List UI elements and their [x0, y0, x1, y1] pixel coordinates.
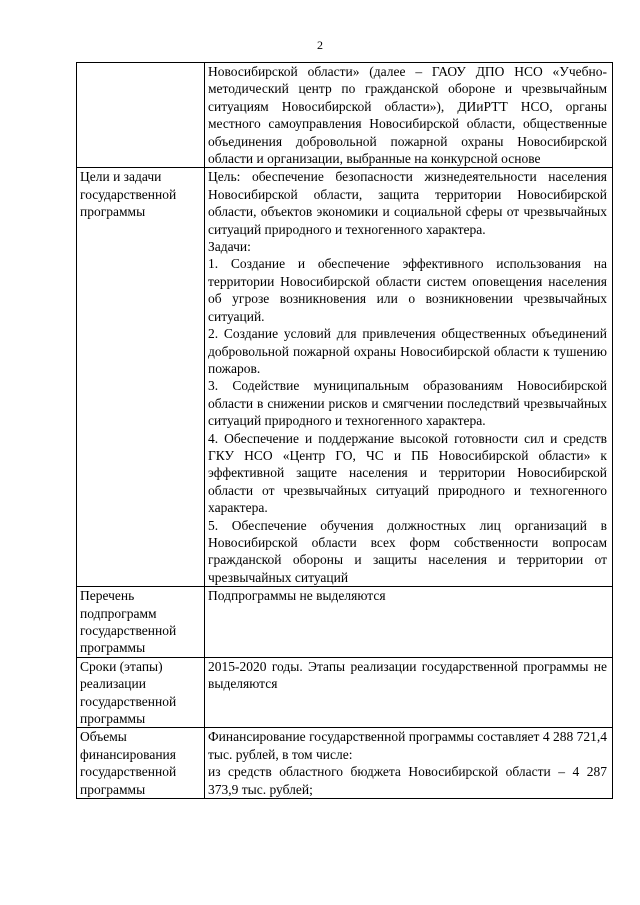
paragraph: 1. Создание и обеспечение эффективного использования на территории Новосибирской области систем оповещения населения об угрозе возникновения или о возникновении чрезвычайных ситуаций. — [208, 256, 607, 324]
row-label — [77, 63, 205, 168]
page-number: 2 — [317, 38, 323, 52]
row-label: Цели и задачи государственной программы — [77, 168, 205, 587]
paragraph: 3. Содействие муниципальным образованиям Новосибирской области в снижении рисков и смягчении последствий чрезвычайных ситуаций природного и техногенного характера. — [208, 378, 607, 429]
paragraph: из средств областного бюджета Новосибирской области – 4 287 373,9 тыс. рублей; — [208, 764, 607, 797]
paragraph: Цель: обеспечение безопасности жизнедеятельности населения Новосибирской области, защита территории Новосибирской области, объектов экономики и социальной сферы от чрезвычайных ситуаций природного и техногенного характера. — [208, 169, 607, 237]
row-content — [205, 168, 613, 587]
paragraph: Задачи: — [208, 239, 251, 255]
table-row-financing — [77, 728, 613, 799]
paragraph: 2015-2020 годы. Этапы реализации государственной программы не выделяются — [208, 658, 607, 692]
paragraph: Подпрограммы не выделяются — [208, 588, 386, 604]
paragraph: 5. Обеспечение обучения должностных лиц организаций в Новосибирской области всех форм собственности вопросам гражданской обороны и защиты населения и территории от чрезвычайных ситуаций — [208, 517, 607, 585]
table-row-goals-tasks — [77, 168, 613, 587]
program-passport-table — [76, 62, 613, 799]
row-label: Объемы финансирования государственной программы — [77, 728, 205, 799]
row-content — [205, 657, 613, 728]
row-label: Перечень подпрограмм государственной программы — [77, 587, 205, 658]
paragraph: 2. Создание условий для привлечения общественных объединений добровольной пожарной охраны Новосибирской области к тушению пожаров. — [208, 326, 607, 376]
table-row-terms — [77, 657, 613, 728]
paragraph: Новосибирской области» (далее – ГАОУ ДПО НСО «Учебно-методический центр по гражданской обороне и чрезвычайным ситуациям Новосибирской области»), ДИиРТТ НСО, органы местного самоуправления Новосибирской области, общественные объединения добровольной пожарной охраны Новосибирской области и организации, выбранные на конкурсной основе — [208, 64, 607, 167]
row-content — [205, 587, 613, 658]
row-label: Сроки (этапы) реализации государственной программы — [77, 657, 205, 728]
paragraph: 4. Обеспечение и поддержание высокой готовности сил и средств ГКУ НСО «Центр ГО, ЧС и ПБ Новосибирской области» к эффективной защите населения и территории Новосибирской области от чрезвычайных ситуаций природного и техногенного характера. — [208, 430, 607, 516]
table-row-participants — [77, 63, 613, 168]
paragraph: Финансирование государственной программы составляет 4 288 721,4 тыс. рублей, в том числе: — [208, 729, 607, 762]
table-row-subprograms — [77, 587, 613, 658]
row-content — [205, 63, 613, 168]
row-content — [205, 728, 613, 799]
